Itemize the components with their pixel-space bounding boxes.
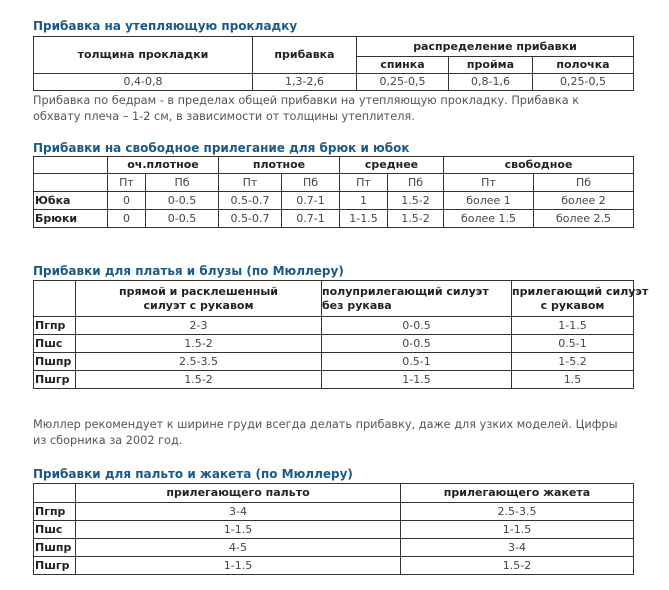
cell: 0.5-1 <box>322 353 512 371</box>
cell: 1.5-2 <box>388 192 444 210</box>
cell: 1.5-2 <box>76 335 322 353</box>
cell: 0-0.5 <box>322 335 512 353</box>
header-fitted-silhouette <box>512 281 649 317</box>
skirts-trousers-table <box>33 156 634 228</box>
table-row <box>34 557 634 575</box>
cell: более 1 <box>444 192 534 210</box>
cell: 4-5 <box>76 539 401 557</box>
group-header: свободное <box>444 157 634 174</box>
cell: 1-1.5 <box>76 557 401 575</box>
empty-cell <box>34 157 108 174</box>
group-header: плотное <box>219 157 340 174</box>
cell: 0,25-0,5 <box>533 74 634 91</box>
group-header: оч.плотное <box>108 157 219 174</box>
subheader: Пт <box>108 174 146 192</box>
subheader: Пб <box>534 174 634 192</box>
subheader: Пт <box>340 174 388 192</box>
cell: 2.5-3.5 <box>401 503 634 521</box>
cell: 1-1.5 <box>322 371 512 389</box>
cell: более 1.5 <box>444 210 534 228</box>
table-row <box>34 317 634 335</box>
cell: 0.5-1 <box>512 335 634 353</box>
cell: 2.5-3.5 <box>76 353 322 371</box>
subheader: Пб <box>282 174 340 192</box>
row-label: Пшгр <box>34 557 76 575</box>
table-row <box>34 74 634 91</box>
subheader: Пт <box>444 174 534 192</box>
table-row <box>34 521 634 539</box>
cell: 0.5-0.7 <box>219 192 282 210</box>
header-jacket: прилегающего жакета <box>401 484 634 503</box>
cell: 0,25-0,5 <box>357 74 449 91</box>
cell: 1-5.2 <box>512 353 634 371</box>
row-label: Пшпр <box>34 539 76 557</box>
cell: 0-0.5 <box>322 317 512 335</box>
table-row <box>34 353 634 371</box>
header-line: полуприлегающий силуэт <box>322 284 489 298</box>
cell: более 2 <box>534 192 634 210</box>
cell: 1 <box>340 192 388 210</box>
section1-title: Прибавка на утепляющую прокладку <box>33 19 298 33</box>
cell: 1.5-2 <box>388 210 444 228</box>
cell: 0.7-1 <box>282 210 340 228</box>
header-line: прямой и расклешенный <box>119 284 278 298</box>
header-allowance: прибавка <box>253 37 357 74</box>
table-row <box>34 210 634 228</box>
section1-note: Прибавка по бедрам - в пределах общей прибавки на утепляющую прокладку. Прибавка к обхвату плеча – 1-2 см, в зависимости от толщины утеплителя. <box>33 94 580 123</box>
header-shelf: полочка <box>533 57 634 74</box>
row-label: Пшс <box>34 521 76 539</box>
table-row <box>34 371 634 389</box>
cell: 0-0.5 <box>146 210 219 228</box>
header-thickness: толщина прокладки <box>34 37 253 74</box>
subheader: Пт <box>219 174 282 192</box>
header-straight-silhouette <box>76 281 322 317</box>
cell: 0 <box>108 210 146 228</box>
cell: 1,3-2,6 <box>253 74 357 91</box>
header-semi-fitted-silhouette <box>322 281 512 317</box>
cell: 2-3 <box>76 317 322 335</box>
cell: более 2.5 <box>534 210 634 228</box>
empty-cell <box>34 484 76 503</box>
cell: 0,4-0,8 <box>34 74 253 91</box>
row-label: Пшпр <box>34 353 76 371</box>
row-label-skirt: Юбка <box>34 192 108 210</box>
section3-title: Прибавки для платья и блузы (по Мюллеру) <box>33 264 344 278</box>
table-row <box>34 503 634 521</box>
section2-title: Прибавки на свободное прилегание для брюк и юбок <box>33 141 410 155</box>
cell: 0 <box>108 192 146 210</box>
table-row <box>34 539 634 557</box>
row-label: Пшс <box>34 335 76 353</box>
cell: 1.5 <box>512 371 634 389</box>
header-line: прилегающий силуэт <box>512 284 649 298</box>
cell: 0.5-0.7 <box>219 210 282 228</box>
table-row <box>34 335 634 353</box>
header-distribution: распределение прибавки <box>357 37 634 57</box>
cell: 3-4 <box>401 539 634 557</box>
header-line: силуэт с рукавом <box>143 298 254 312</box>
subheader: Пб <box>388 174 444 192</box>
cell: 1-1.5 <box>401 521 634 539</box>
header-armhole: пройма <box>449 57 533 74</box>
section4-title: Прибавки для пальто и жакета (по Мюллеру) <box>33 467 353 481</box>
dress-blouse-table <box>33 280 649 389</box>
subheader: Пб <box>146 174 219 192</box>
row-label: Пгпр <box>34 503 76 521</box>
header-line: без рукава <box>322 298 392 312</box>
header-coat: прилегающего пальто <box>76 484 401 503</box>
coat-jacket-table <box>33 483 634 575</box>
cell: 0,8-1,6 <box>449 74 533 91</box>
cell: 1-1.5 <box>340 210 388 228</box>
cell: 1-1.5 <box>76 521 401 539</box>
empty-cell <box>34 174 108 192</box>
section3-note: Мюллер рекомендует к ширине груди всегда делать прибавку, даже для узких моделей. Цифры из сборника за 2002 год. <box>33 418 618 447</box>
row-label: Пгпр <box>34 317 76 335</box>
row-label-trousers: Брюки <box>34 210 108 228</box>
header-line: с рукавом <box>540 298 605 312</box>
cell: 3-4 <box>76 503 401 521</box>
cell: 0-0.5 <box>146 192 219 210</box>
cell: 1-1.5 <box>512 317 634 335</box>
cell: 0.7-1 <box>282 192 340 210</box>
cell: 1.5-2 <box>76 371 322 389</box>
table-row <box>34 192 634 210</box>
group-header: среднее <box>340 157 444 174</box>
row-label: Пшгр <box>34 371 76 389</box>
empty-cell <box>34 281 76 317</box>
header-back: спинка <box>357 57 449 74</box>
cell: 1.5-2 <box>401 557 634 575</box>
insulation-table <box>33 36 634 91</box>
